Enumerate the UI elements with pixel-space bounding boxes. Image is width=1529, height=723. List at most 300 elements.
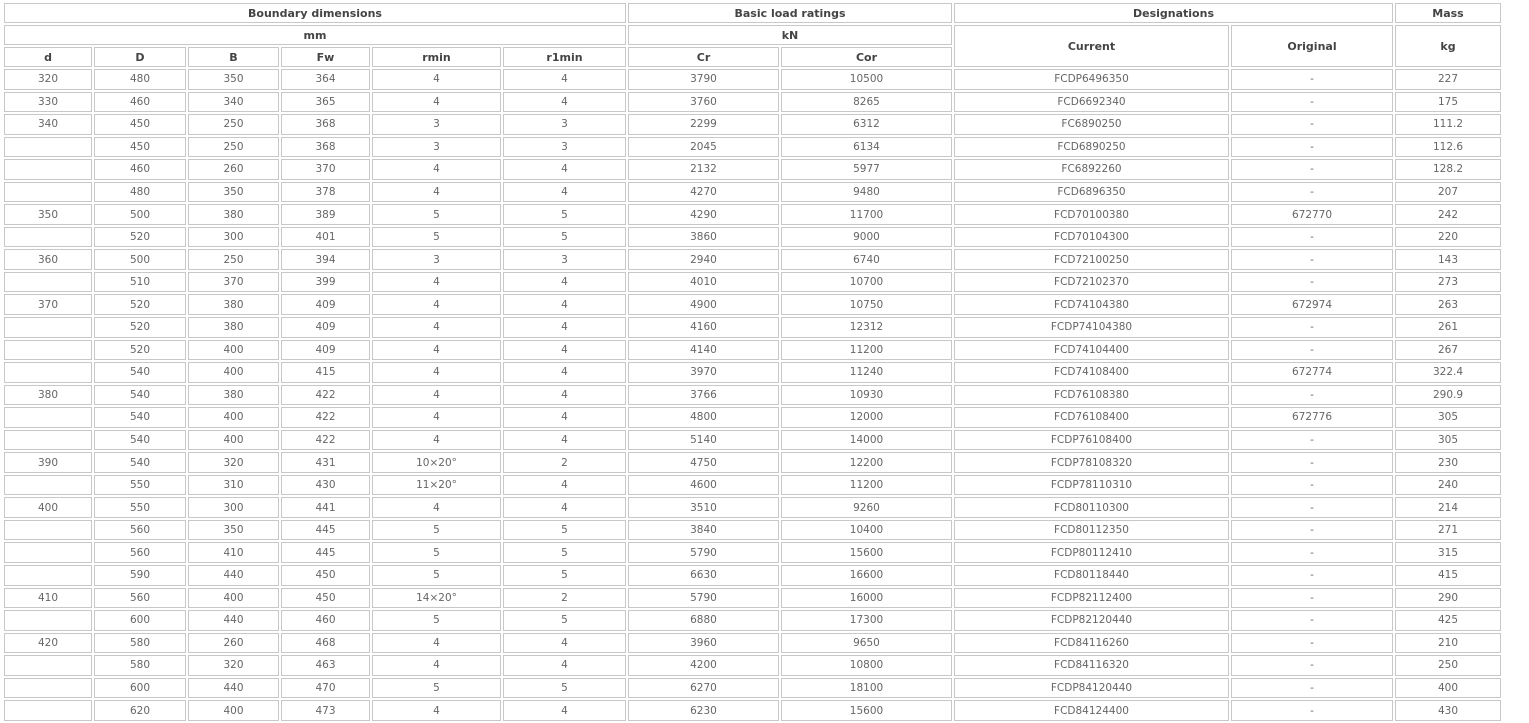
cell-r1min: 5 — [503, 227, 626, 248]
cell-B: 440 — [188, 678, 279, 699]
cell-rmin: 4 — [372, 362, 501, 383]
cell-mass: 430 — [1395, 700, 1501, 721]
cell-d — [4, 227, 92, 248]
cell-rmin: 5 — [372, 204, 501, 225]
cell-r1min: 4 — [503, 700, 626, 721]
cell-Cor: 10700 — [781, 272, 952, 293]
cell-Cor: 10500 — [781, 69, 952, 90]
cell-original: - — [1231, 92, 1393, 113]
cell-d — [4, 542, 92, 563]
cell-rmin: 3 — [372, 137, 501, 158]
cell-original: 672974 — [1231, 294, 1393, 315]
cell-Fw: 468 — [281, 633, 370, 654]
cell-r1min: 5 — [503, 565, 626, 586]
cell-original: - — [1231, 678, 1393, 699]
cell-original: - — [1231, 227, 1393, 248]
cell-Cor: 10800 — [781, 655, 952, 676]
cell-d — [4, 565, 92, 586]
cell-Cr: 4900 — [628, 294, 779, 315]
cell-Cr: 5790 — [628, 542, 779, 563]
cell-Fw: 368 — [281, 137, 370, 158]
cell-mass: 175 — [1395, 92, 1501, 113]
cell-B: 380 — [188, 317, 279, 338]
cell-mass: 230 — [1395, 452, 1501, 473]
cell-B: 410 — [188, 542, 279, 563]
cell-mass: 305 — [1395, 407, 1501, 428]
header-col-r1min: r1min — [503, 47, 626, 67]
cell-Cor: 6312 — [781, 114, 952, 135]
header-designations: Designations — [954, 3, 1393, 23]
cell-Cor: 6134 — [781, 137, 952, 158]
cell-Fw: 364 — [281, 69, 370, 90]
cell-Cr: 4800 — [628, 407, 779, 428]
cell-Fw: 368 — [281, 114, 370, 135]
cell-D: 600 — [94, 610, 186, 631]
cell-B: 340 — [188, 92, 279, 113]
cell-D: 520 — [94, 294, 186, 315]
table-row — [4, 678, 1501, 699]
header-col-d: d — [4, 47, 92, 67]
cell-mass: 290.9 — [1395, 385, 1501, 406]
cell-Cor: 17300 — [781, 610, 952, 631]
cell-r1min: 4 — [503, 159, 626, 180]
cell-B: 350 — [188, 182, 279, 203]
cell-Cr: 2299 — [628, 114, 779, 135]
cell-Cr: 2045 — [628, 137, 779, 158]
table-row — [4, 227, 1501, 248]
table-row — [4, 92, 1501, 113]
cell-rmin: 4 — [372, 407, 501, 428]
cell-rmin: 4 — [372, 159, 501, 180]
cell-r1min: 2 — [503, 452, 626, 473]
cell-mass: 315 — [1395, 542, 1501, 563]
cell-d — [4, 272, 92, 293]
cell-D: 500 — [94, 204, 186, 225]
cell-original: 672774 — [1231, 362, 1393, 383]
cell-Cor: 11200 — [781, 475, 952, 496]
table-row — [4, 317, 1501, 338]
cell-B: 300 — [188, 497, 279, 518]
cell-original: - — [1231, 249, 1393, 270]
cell-current: FCDP76108400 — [954, 430, 1229, 451]
cell-B: 440 — [188, 610, 279, 631]
cell-Fw: 378 — [281, 182, 370, 203]
cell-current: FCDP78110310 — [954, 475, 1229, 496]
cell-B: 350 — [188, 69, 279, 90]
cell-D: 560 — [94, 520, 186, 541]
table-row — [4, 655, 1501, 676]
cell-r1min: 5 — [503, 520, 626, 541]
cell-Fw: 409 — [281, 294, 370, 315]
cell-r1min: 4 — [503, 633, 626, 654]
cell-original: - — [1231, 69, 1393, 90]
cell-B: 400 — [188, 362, 279, 383]
cell-D: 520 — [94, 227, 186, 248]
cell-mass: 400 — [1395, 678, 1501, 699]
header-col-Cor: Cor — [781, 47, 952, 67]
cell-rmin: 10×20° — [372, 452, 501, 473]
cell-d: 330 — [4, 92, 92, 113]
bearing-table-container — [2, 1, 1503, 723]
cell-Cr: 6880 — [628, 610, 779, 631]
cell-r1min: 4 — [503, 340, 626, 361]
cell-D: 600 — [94, 678, 186, 699]
cell-current: FCDP6496350 — [954, 69, 1229, 90]
header-original: Original — [1231, 25, 1393, 67]
cell-Cor: 15600 — [781, 542, 952, 563]
header-basic-load-ratings: Basic load ratings — [628, 3, 952, 23]
cell-Cor: 10400 — [781, 520, 952, 541]
cell-mass: 267 — [1395, 340, 1501, 361]
cell-rmin: 4 — [372, 385, 501, 406]
cell-r1min: 4 — [503, 430, 626, 451]
cell-Cr: 6230 — [628, 700, 779, 721]
cell-current: FCD6890250 — [954, 137, 1229, 158]
cell-Fw: 389 — [281, 204, 370, 225]
cell-r1min: 4 — [503, 294, 626, 315]
cell-Cr: 3960 — [628, 633, 779, 654]
bearing-table — [2, 1, 1503, 723]
cell-B: 320 — [188, 655, 279, 676]
cell-Cr: 4290 — [628, 204, 779, 225]
cell-Cr: 6270 — [628, 678, 779, 699]
cell-Fw: 415 — [281, 362, 370, 383]
cell-Cr: 4200 — [628, 655, 779, 676]
cell-D: 450 — [94, 114, 186, 135]
cell-current: FCD72100250 — [954, 249, 1229, 270]
cell-d: 340 — [4, 114, 92, 135]
cell-current: FCD80112350 — [954, 520, 1229, 541]
cell-D: 450 — [94, 137, 186, 158]
cell-rmin: 5 — [372, 542, 501, 563]
cell-Cor: 5977 — [781, 159, 952, 180]
table-row — [4, 114, 1501, 135]
cell-rmin: 4 — [372, 497, 501, 518]
cell-current: FCD6896350 — [954, 182, 1229, 203]
cell-r1min: 4 — [503, 655, 626, 676]
cell-current: FCD74104400 — [954, 340, 1229, 361]
cell-original: 672770 — [1231, 204, 1393, 225]
cell-Cor: 8265 — [781, 92, 952, 113]
cell-r1min: 4 — [503, 92, 626, 113]
cell-B: 300 — [188, 227, 279, 248]
cell-Cor: 18100 — [781, 678, 952, 699]
cell-current: FCD84116320 — [954, 655, 1229, 676]
cell-D: 580 — [94, 655, 186, 676]
cell-B: 310 — [188, 475, 279, 496]
cell-d: 420 — [4, 633, 92, 654]
cell-B: 320 — [188, 452, 279, 473]
cell-mass: 207 — [1395, 182, 1501, 203]
cell-Fw: 430 — [281, 475, 370, 496]
table-row — [4, 294, 1501, 315]
cell-d — [4, 407, 92, 428]
cell-Cr: 4750 — [628, 452, 779, 473]
cell-current: FCD84116260 — [954, 633, 1229, 654]
cell-rmin: 4 — [372, 92, 501, 113]
cell-d: 410 — [4, 588, 92, 609]
cell-Cr: 6630 — [628, 565, 779, 586]
table-row — [4, 407, 1501, 428]
cell-r1min: 4 — [503, 69, 626, 90]
cell-rmin: 5 — [372, 678, 501, 699]
cell-original: - — [1231, 497, 1393, 518]
cell-d: 390 — [4, 452, 92, 473]
cell-original: - — [1231, 633, 1393, 654]
table-row — [4, 430, 1501, 451]
cell-Fw: 470 — [281, 678, 370, 699]
header-mass: Mass — [1395, 3, 1501, 23]
table-row — [4, 249, 1501, 270]
cell-mass: 290 — [1395, 588, 1501, 609]
cell-Cr: 4270 — [628, 182, 779, 203]
cell-Cor: 11240 — [781, 362, 952, 383]
cell-Cor: 12312 — [781, 317, 952, 338]
cell-current: FCDP74104380 — [954, 317, 1229, 338]
cell-d — [4, 137, 92, 158]
cell-r1min: 3 — [503, 137, 626, 158]
cell-mass: 263 — [1395, 294, 1501, 315]
cell-D: 540 — [94, 452, 186, 473]
cell-Fw: 422 — [281, 407, 370, 428]
cell-B: 380 — [188, 385, 279, 406]
cell-B: 400 — [188, 430, 279, 451]
cell-original: - — [1231, 542, 1393, 563]
cell-original: - — [1231, 182, 1393, 203]
cell-B: 350 — [188, 520, 279, 541]
cell-Cor: 14000 — [781, 430, 952, 451]
table-header — [4, 3, 1501, 67]
cell-original: - — [1231, 137, 1393, 158]
table-row — [4, 520, 1501, 541]
cell-Cor: 9650 — [781, 633, 952, 654]
cell-mass: 227 — [1395, 69, 1501, 90]
cell-D: 460 — [94, 92, 186, 113]
cell-Fw: 450 — [281, 565, 370, 586]
cell-rmin: 4 — [372, 700, 501, 721]
cell-rmin: 5 — [372, 520, 501, 541]
cell-original: - — [1231, 588, 1393, 609]
cell-rmin: 4 — [372, 633, 501, 654]
header-current: Current — [954, 25, 1229, 67]
cell-B: 380 — [188, 294, 279, 315]
cell-current: FCD6692340 — [954, 92, 1229, 113]
cell-Cr: 3790 — [628, 69, 779, 90]
cell-original: - — [1231, 340, 1393, 361]
cell-Cor: 16600 — [781, 565, 952, 586]
cell-rmin: 5 — [372, 610, 501, 631]
cell-d — [4, 475, 92, 496]
cell-D: 540 — [94, 430, 186, 451]
header-col-rmin: rmin — [372, 47, 501, 67]
cell-rmin: 11×20° — [372, 475, 501, 496]
cell-D: 550 — [94, 497, 186, 518]
cell-B: 250 — [188, 249, 279, 270]
cell-mass: 273 — [1395, 272, 1501, 293]
cell-current: FC6892260 — [954, 159, 1229, 180]
cell-Cr: 3766 — [628, 385, 779, 406]
cell-rmin: 4 — [372, 182, 501, 203]
cell-d: 360 — [4, 249, 92, 270]
cell-current: FC6890250 — [954, 114, 1229, 135]
cell-Cr: 4600 — [628, 475, 779, 496]
cell-current: FCDP78108320 — [954, 452, 1229, 473]
cell-Fw: 463 — [281, 655, 370, 676]
cell-d — [4, 430, 92, 451]
cell-original: 672776 — [1231, 407, 1393, 428]
cell-rmin: 5 — [372, 565, 501, 586]
cell-Cr: 4160 — [628, 317, 779, 338]
cell-d — [4, 700, 92, 721]
header-group-row — [4, 3, 1501, 23]
cell-rmin: 4 — [372, 69, 501, 90]
cell-rmin: 4 — [372, 317, 501, 338]
cell-d — [4, 159, 92, 180]
cell-r1min: 4 — [503, 497, 626, 518]
cell-Cr: 5790 — [628, 588, 779, 609]
cell-B: 370 — [188, 272, 279, 293]
cell-current: FCD80110300 — [954, 497, 1229, 518]
table-row — [4, 159, 1501, 180]
table-body — [4, 69, 1501, 721]
cell-Fw: 460 — [281, 610, 370, 631]
cell-r1min: 5 — [503, 610, 626, 631]
cell-Cor: 10930 — [781, 385, 952, 406]
cell-mass: 143 — [1395, 249, 1501, 270]
cell-B: 400 — [188, 588, 279, 609]
cell-Cor: 11200 — [781, 340, 952, 361]
cell-mass: 425 — [1395, 610, 1501, 631]
cell-mass: 415 — [1395, 565, 1501, 586]
table-row — [4, 588, 1501, 609]
cell-d — [4, 610, 92, 631]
cell-D: 520 — [94, 317, 186, 338]
cell-current: FCD80118440 — [954, 565, 1229, 586]
cell-r1min: 4 — [503, 475, 626, 496]
cell-d — [4, 317, 92, 338]
cell-r1min: 4 — [503, 385, 626, 406]
header-unit-row — [4, 25, 1501, 45]
cell-mass: 240 — [1395, 475, 1501, 496]
table-row — [4, 610, 1501, 631]
cell-D: 590 — [94, 565, 186, 586]
cell-original: - — [1231, 159, 1393, 180]
cell-D: 580 — [94, 633, 186, 654]
cell-mass: 242 — [1395, 204, 1501, 225]
cell-d — [4, 362, 92, 383]
cell-D: 500 — [94, 249, 186, 270]
cell-current: FCD76108380 — [954, 385, 1229, 406]
cell-D: 480 — [94, 182, 186, 203]
table-row — [4, 137, 1501, 158]
table-row — [4, 452, 1501, 473]
cell-Cr: 3840 — [628, 520, 779, 541]
cell-Fw: 399 — [281, 272, 370, 293]
cell-B: 260 — [188, 159, 279, 180]
cell-B: 250 — [188, 137, 279, 158]
cell-Cr: 3510 — [628, 497, 779, 518]
cell-r1min: 4 — [503, 272, 626, 293]
cell-D: 560 — [94, 588, 186, 609]
cell-rmin: 4 — [372, 340, 501, 361]
cell-Cr: 3860 — [628, 227, 779, 248]
cell-Cor: 12000 — [781, 407, 952, 428]
cell-Fw: 401 — [281, 227, 370, 248]
cell-Cor: 6740 — [781, 249, 952, 270]
cell-B: 260 — [188, 633, 279, 654]
cell-B: 250 — [188, 114, 279, 135]
cell-mass: 322.4 — [1395, 362, 1501, 383]
cell-rmin: 3 — [372, 249, 501, 270]
cell-Fw: 445 — [281, 542, 370, 563]
table-row — [4, 385, 1501, 406]
cell-B: 400 — [188, 700, 279, 721]
cell-d — [4, 678, 92, 699]
cell-current: FCD74108400 — [954, 362, 1229, 383]
cell-Cr: 5140 — [628, 430, 779, 451]
cell-D: 540 — [94, 362, 186, 383]
cell-Cr: 2940 — [628, 249, 779, 270]
cell-r1min: 4 — [503, 407, 626, 428]
cell-rmin: 4 — [372, 430, 501, 451]
cell-d — [4, 655, 92, 676]
cell-Fw: 431 — [281, 452, 370, 473]
cell-r1min: 3 — [503, 114, 626, 135]
table-row — [4, 497, 1501, 518]
cell-current: FCD76108400 — [954, 407, 1229, 428]
cell-rmin: 4 — [372, 655, 501, 676]
table-row — [4, 542, 1501, 563]
cell-Fw: 450 — [281, 588, 370, 609]
cell-current: FCD84124400 — [954, 700, 1229, 721]
cell-D: 460 — [94, 159, 186, 180]
cell-d — [4, 520, 92, 541]
cell-Fw: 422 — [281, 430, 370, 451]
cell-mass: 250 — [1395, 655, 1501, 676]
table-row — [4, 633, 1501, 654]
cell-Fw: 409 — [281, 317, 370, 338]
cell-Fw: 394 — [281, 249, 370, 270]
cell-current: FCD70104300 — [954, 227, 1229, 248]
header-col-B: B — [188, 47, 279, 67]
table-row — [4, 182, 1501, 203]
cell-mass: 305 — [1395, 430, 1501, 451]
cell-mass: 261 — [1395, 317, 1501, 338]
cell-rmin: 5 — [372, 227, 501, 248]
cell-r1min: 5 — [503, 204, 626, 225]
cell-d: 400 — [4, 497, 92, 518]
cell-d — [4, 340, 92, 361]
cell-current: FCD70100380 — [954, 204, 1229, 225]
cell-r1min: 4 — [503, 362, 626, 383]
cell-original: - — [1231, 317, 1393, 338]
cell-Cr: 4010 — [628, 272, 779, 293]
table-row — [4, 69, 1501, 90]
cell-D: 560 — [94, 542, 186, 563]
table-row — [4, 362, 1501, 383]
cell-current: FCDP82120440 — [954, 610, 1229, 631]
cell-original: - — [1231, 430, 1393, 451]
cell-current: FCD74104380 — [954, 294, 1229, 315]
cell-d — [4, 182, 92, 203]
header-col-Fw: Fw — [281, 47, 370, 67]
cell-current: FCDP80112410 — [954, 542, 1229, 563]
cell-r1min: 5 — [503, 542, 626, 563]
cell-d: 370 — [4, 294, 92, 315]
cell-original: - — [1231, 700, 1393, 721]
cell-D: 620 — [94, 700, 186, 721]
cell-rmin: 14×20° — [372, 588, 501, 609]
